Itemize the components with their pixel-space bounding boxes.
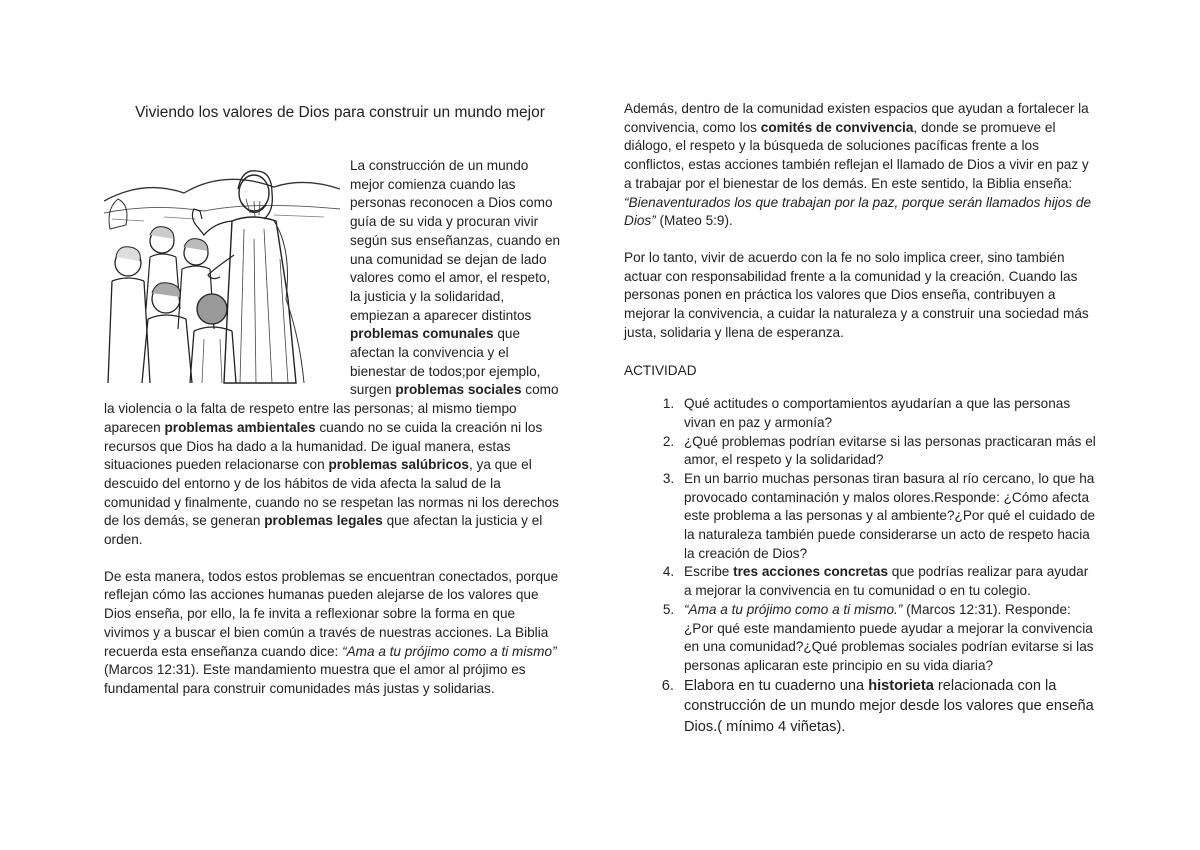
intro-text-3: como la violencia o la falta de respeto entre las personas; al mismo tiempo aparecen <box>104 382 559 435</box>
intro-text-6: que afectan la justicia y el orden. <box>104 513 543 548</box>
term-problemas-comunales: problemas comunales <box>350 326 494 342</box>
term-problemas-legales: problemas legales <box>264 513 383 529</box>
term-comites-de-convivencia: comités de convivencia <box>760 119 914 135</box>
activity-heading: ACTIVIDAD <box>624 363 697 379</box>
bible-quote-marcos: “Ama a tu prójimo como a ti mismo” <box>342 643 557 659</box>
activity-item <box>678 563 1098 600</box>
community-text-2: , donde se promueve el diálogo, el respeto y la búsqueda de soluciones pacíficas frente a los conflictos, estas acciones también reflejan el llamado de Dios a vivir en paz y a trabajar por el bienestar de los demás. En este sentido, la Biblia enseña: <box>624 119 1089 191</box>
activity-item-text: Escribe <box>684 564 734 580</box>
activity-item-text: ¿Qué problemas podrían evitarse si las personas practicaran más el amor, el respeto y la solidaridad? <box>684 433 1096 468</box>
activity-item-text: relacionada con la construcción de un mundo mejor desde los valores que enseña Dios.( mínimo 4 viñetas). <box>684 677 1094 735</box>
intro-text-5: , ya que el descuido del entorno y de los hábitos de vida afecta la salud de la comunidad y finalmente, cuando no se respetan las normas ni los derechos de los demás, se generan <box>104 457 559 529</box>
activity-item-text: Elabora en tu cuaderno una <box>684 677 869 694</box>
summary-paragraph: Por lo tanto, vivir de acuerdo con la fe no solo implica creer, sino también actuar con responsabilidad frente a la comunidad y la creación. Cuando las personas ponen en práctica los valores que Dios enseña, contribuyen a mejorar la convivencia, a cuidar la naturaleza y a construir una sociedad más justa, solidaria y llena de esperanza. <box>624 249 1089 340</box>
activity-item-text: Qué actitudes o comportamientos ayudarían a que las personas vivan en paz y armonía? <box>684 396 1071 430</box>
activity-item-text: que podrías realizar para ayudar a mejorar la convivencia en tu comunidad o en tu colegio. <box>684 564 1089 599</box>
term-historieta: historieta <box>868 677 934 694</box>
community-text-1: Además, dentro de la comunidad existen espacios que ayudan a fortalecer la convivencia, como los <box>624 101 1089 135</box>
activity-item <box>678 676 1098 738</box>
paragraph-spacer <box>624 231 1098 249</box>
activity-item <box>678 433 1098 470</box>
activity-item <box>678 470 1098 564</box>
term-problemas-ambientales: problemas ambientales <box>164 419 316 435</box>
conclusion-text-2: (Marcos 12:31). Este mandamiento muestra que el amor al prójimo es fundamental para construir comunidades más justas y solidarias. <box>104 662 526 696</box>
bible-quote-mateo: “Bienaventurados los que trabajan por la paz, porque serán llamados hijos de Dios” <box>624 194 1092 229</box>
intro-text-4: cuando no se cuida la creación ni los recursos que Dios ha dado a la humanidad. De igual manera, estas situaciones pueden relacionarse con <box>104 419 543 473</box>
activity-item-text: (Marcos 12:31). Responde: ¿Por qué este mandamiento puede ayudar a mejorar la convivencia en una comunidad?¿Qué problemas sociales podrían evitarse si las personas aplicaran este principio en su vida diaria? <box>684 601 1094 673</box>
community-text-3: (Mateo 5:9). <box>655 213 733 229</box>
term-problemas-salubricos: problemas salúbricos <box>328 457 469 473</box>
right-column <box>624 100 1098 737</box>
intro-text-1: La construcción de un mundo mejor comienza cuando las personas reconocen a Dios como guía de su vida y procuran vivir según sus enseñanzas, cuando en una comunidad se dejan de lado valores como el amor, el respeto, la justicia y la solidaridad, empiezan a aparecer distintos <box>350 158 561 323</box>
left-column <box>104 100 564 699</box>
conclusion-paragraph <box>104 568 564 699</box>
paragraph-spacer <box>104 550 564 568</box>
activity-item-text: En un barrio muchas personas tiran basura al río cercano, lo que ha provocado contaminación y malos olores.Responde: ¿Cómo afecta este problema a las personas y al ambiente?¿Por qué el cuidado de la naturaleza también puede considerarse un acto de respeto hacia la creación de Dios? <box>684 470 1096 561</box>
page-title: Viviendo los valores de Dios para construir un mundo mejor <box>135 104 545 121</box>
activity-item <box>678 395 1098 432</box>
term-tres-acciones-concretas: tres acciones concretas <box>733 564 889 580</box>
jesus-with-children-illustration <box>104 159 340 385</box>
term-problemas-sociales: problemas sociales <box>395 382 522 398</box>
intro-text-2: que afectan la convivencia y el bienestar de todos;por ejemplo, surgen <box>350 326 541 398</box>
bible-quote-ama-prójimo: “Ama a tu prójimo como a ti mismo.” <box>684 601 903 617</box>
activity-list <box>624 395 1098 737</box>
conclusion-text-1: De esta manera, todos estos problemas se encuentran conectados, porque reflejan cómo las acciones humanas pueden alejarse de los valores que Dios enseña, por ello, la fe invita a reflexionar sobre la forma en que vivimos y a buscar el bien común a través de nuestras acciones. La Biblia recuerda esta enseñanza cuando dice: <box>104 568 559 659</box>
community-paragraph <box>624 100 1098 231</box>
activity-item <box>678 601 1098 676</box>
